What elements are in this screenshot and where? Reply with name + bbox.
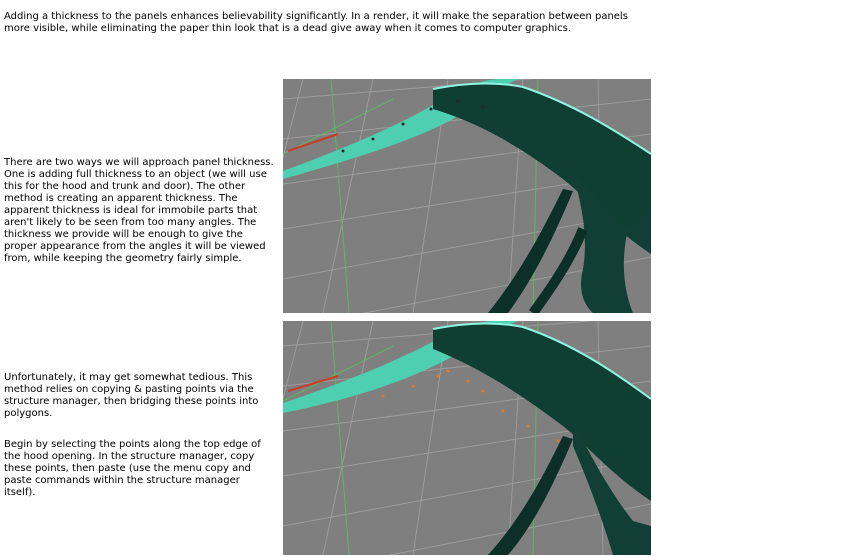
panel-thickness-paragraph: There are two ways we will approach panel thickness. One is adding full thickness to an object (we will use this for the hood and trunk and door). The other method is creating an apparent thickness. The apparent thickness is ideal for immobile parts that aren't likely to be seen from too many angles. The thickness we provide will be enough to give the proper appearance from the angles it will be viewed from, while keeping the geometry fairly simple. [4, 157, 274, 264]
select-points-paragraph: Begin by selecting the points along the top edge of the hood opening. In the structure manager, copy these points, then paste (use the menu copy and paste commands within the structure manager itself). [4, 439, 261, 498]
viewport-render-pasted-points-graphic [283, 321, 651, 555]
viewport-render-pasted-points [283, 321, 651, 555]
viewport-render-hood-edge-graphic [283, 79, 651, 313]
tedious-method-paragraph: Unfortunately, it may get somewhat tedious. This method relies on copying & pasting points via the structure manager, then bridging these points into polygons. [4, 372, 259, 419]
viewport-render-hood-edge [283, 79, 651, 313]
intro-paragraph: Adding a thickness to the panels enhances believability significantly. In a render, it will make the separation between panels more visible, while eliminating the paper thin look that is a dead give away when it comes to computer graphics. [4, 11, 628, 34]
